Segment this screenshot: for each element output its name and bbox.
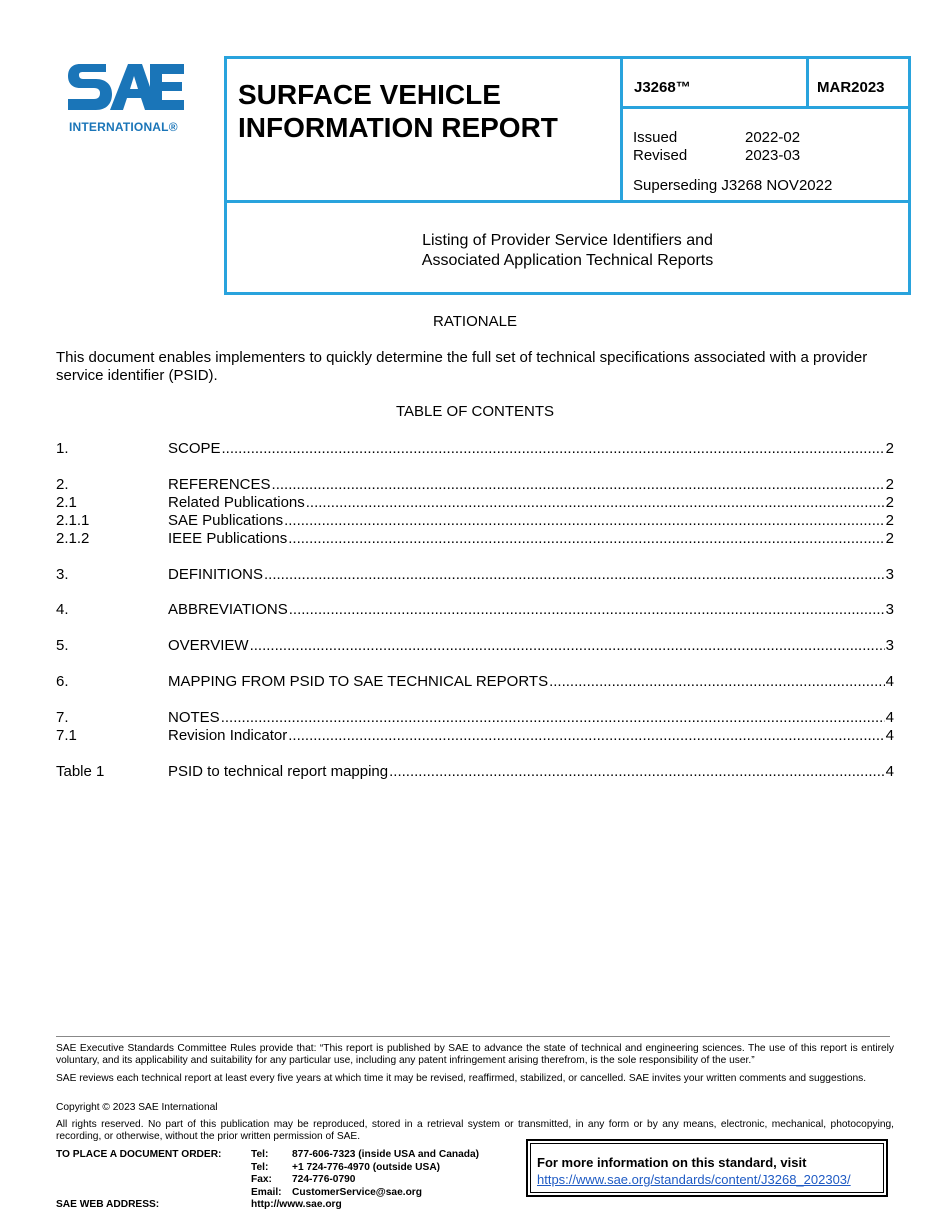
more-info-box-inner (530, 1143, 884, 1193)
subject-line2: Associated Application Technical Reports (421, 252, 714, 269)
toc-leader-dots (549, 673, 885, 691)
toc-entry-number: 2. (56, 476, 69, 493)
toc-entry[interactable] (56, 601, 894, 619)
toc-leader-dots (272, 476, 885, 494)
toc-entry-title: IEEE Publications (168, 530, 288, 547)
toc-entry[interactable] (56, 494, 894, 512)
toc-entry[interactable] (56, 566, 894, 584)
toc-heading: TABLE OF CONTENTS (395, 403, 555, 420)
toc-entry[interactable] (56, 512, 894, 530)
toc-entry-number: 4. (56, 601, 69, 618)
more-info-box (526, 1139, 888, 1197)
toc-entry-page: 2 (885, 512, 894, 529)
toc-entry-title: NOTES (168, 709, 220, 726)
issued-value: 2022-02 (745, 129, 801, 146)
toc-entry-title: MAPPING FROM PSID TO SAE TECHNICAL REPORTS (168, 673, 549, 690)
toc-entry-number: 3. (56, 566, 69, 583)
toc-entry-number: 6. (56, 673, 69, 690)
report-type-line1: SURFACE VEHICLE (238, 79, 501, 110)
toc-entry-page: 4 (885, 763, 894, 780)
toc-entry[interactable] (56, 637, 894, 655)
toc-entry[interactable] (56, 763, 894, 781)
toc-entry-page: 2 (885, 494, 894, 511)
issue-info-cell (623, 109, 908, 200)
doc-number: J3268™ (634, 79, 691, 96)
rights-notice: All rights reserved. No part of this publication may be reproduced, stored in a retrieval system or transmitted, in any form or by any means, electronic, mechanical, photocopying, recording, or otherwise, without the prior written permission of SAE. (56, 1119, 894, 1142)
toc-entry-number: 2.1.2 (56, 530, 90, 547)
document-header (224, 56, 911, 295)
toc-leader-dots (288, 530, 884, 548)
toc-leader-dots (264, 566, 885, 584)
toc-entry-title: PSID to technical report mapping (168, 763, 389, 780)
contact-label: Tel: (251, 1162, 269, 1173)
toc-entry-number: Table 1 (56, 763, 105, 780)
toc-entry[interactable] (56, 709, 894, 727)
contact-label: Tel: (251, 1149, 269, 1160)
document-subject (227, 200, 908, 292)
sae-logo-mark (66, 58, 186, 116)
order-label: TO PLACE A DOCUMENT ORDER: (56, 1149, 222, 1160)
revised-label: Revised (633, 147, 688, 164)
contact-value[interactable]: 877-606-7323 (inside USA and Canada) (292, 1149, 480, 1160)
report-type-line2: INFORMATION REPORT (238, 112, 558, 143)
toc-entry-title: Revision Indicator (168, 727, 288, 744)
toc-entry-title: SAE Publications (168, 512, 284, 529)
standards-rules-note: SAE Executive Standards Committee Rules provide that: “This report is published by SAE to advance the state of technical and engineering sciences. The use of this report is entirely voluntary, and its applicability and suitability for any particular use, including any patent infringement arising therefrom, is the sole responsibility of the user.” (56, 1043, 894, 1066)
contact-label: Fax: (251, 1174, 272, 1185)
toc-entry-page: 4 (885, 709, 894, 726)
toc-leader-dots (250, 637, 885, 655)
report-type-cell (227, 59, 623, 200)
superseding-note: Superseding J3268 NOV2022 (633, 177, 833, 194)
toc-leader-dots (288, 727, 884, 745)
toc-entry-number: 7.1 (56, 727, 77, 744)
toc-entry-page: 4 (885, 673, 894, 690)
sae-logo (66, 58, 192, 138)
toc-entry[interactable] (56, 476, 894, 494)
toc-entry-page: 3 (885, 566, 894, 583)
logo-subtitle: INTERNATIONAL® (69, 120, 178, 134)
issued-label: Issued (633, 129, 678, 146)
web-address-label: SAE WEB ADDRESS: (56, 1199, 160, 1210)
toc-entry-title: OVERVIEW (168, 637, 249, 654)
toc-entry-title: SCOPE (168, 440, 221, 457)
doc-number-cell (623, 59, 809, 109)
toc-entry[interactable] (56, 727, 894, 745)
toc-entry-title: DEFINITIONS (168, 566, 264, 583)
toc-entry-page: 2 (885, 530, 894, 547)
toc-entry-title: ABBREVIATIONS (168, 601, 288, 618)
toc-entry-number: 7. (56, 709, 69, 726)
contact-value: 724-776-0790 (292, 1174, 356, 1185)
toc-entry-page: 3 (885, 637, 894, 654)
standard-url-link[interactable]: https://www.sae.org/standards/content/J3268_202303/ (537, 1172, 851, 1187)
toc-leader-dots (306, 494, 885, 512)
contact-label: Email: (251, 1187, 282, 1198)
more-info-title: For more information on this standard, visit (537, 1155, 807, 1170)
web-address-link[interactable]: http://www.sae.org (251, 1199, 342, 1210)
toc-entry-number: 2.1 (56, 494, 77, 511)
toc-entry-number: 2.1.1 (56, 512, 90, 529)
review-note: SAE reviews each technical report at least every five years at which time it may be revised, reaffirmed, stabilized, or cancelled. SAE invites your written comments and suggestions. (56, 1073, 867, 1084)
toc-entry-title: Related Publications (168, 494, 305, 511)
copyright-notice: Copyright © 2023 SAE International (56, 1102, 218, 1113)
toc-entry[interactable] (56, 530, 894, 548)
toc-leader-dots (222, 440, 885, 458)
toc-entry-page: 4 (885, 727, 894, 744)
toc-entry-page: 2 (885, 476, 894, 493)
toc-entry-title: REFERENCES (168, 476, 271, 493)
doc-date-cell (809, 59, 908, 109)
footer-divider (56, 1036, 890, 1037)
toc-entry[interactable] (56, 673, 894, 691)
doc-date: MAR2023 (817, 79, 885, 96)
contact-value[interactable]: +1 724-776-4970 (outside USA) (292, 1162, 441, 1173)
toc-leader-dots (284, 512, 885, 530)
contact-email[interactable]: CustomerService@sae.org (292, 1187, 422, 1198)
toc-leader-dots (389, 763, 885, 781)
toc-entry-page: 3 (885, 601, 894, 618)
report-type-title (238, 78, 558, 144)
rationale-heading: RATIONALE (433, 313, 517, 330)
subject-line1: Listing of Provider Service Identifiers and (422, 232, 713, 249)
toc-entry-page: 2 (885, 440, 894, 457)
revised-value: 2023-03 (745, 147, 801, 164)
toc-leader-dots (221, 709, 885, 727)
toc-entry-number: 5. (56, 637, 69, 654)
toc-entry[interactable] (56, 440, 894, 458)
toc-entry-number: 1. (56, 440, 69, 457)
toc-leader-dots (289, 601, 885, 619)
rationale-text: This document enables implementers to quickly determine the full set of technical specifications associated with a provider service identifier (PSID). (56, 349, 868, 384)
